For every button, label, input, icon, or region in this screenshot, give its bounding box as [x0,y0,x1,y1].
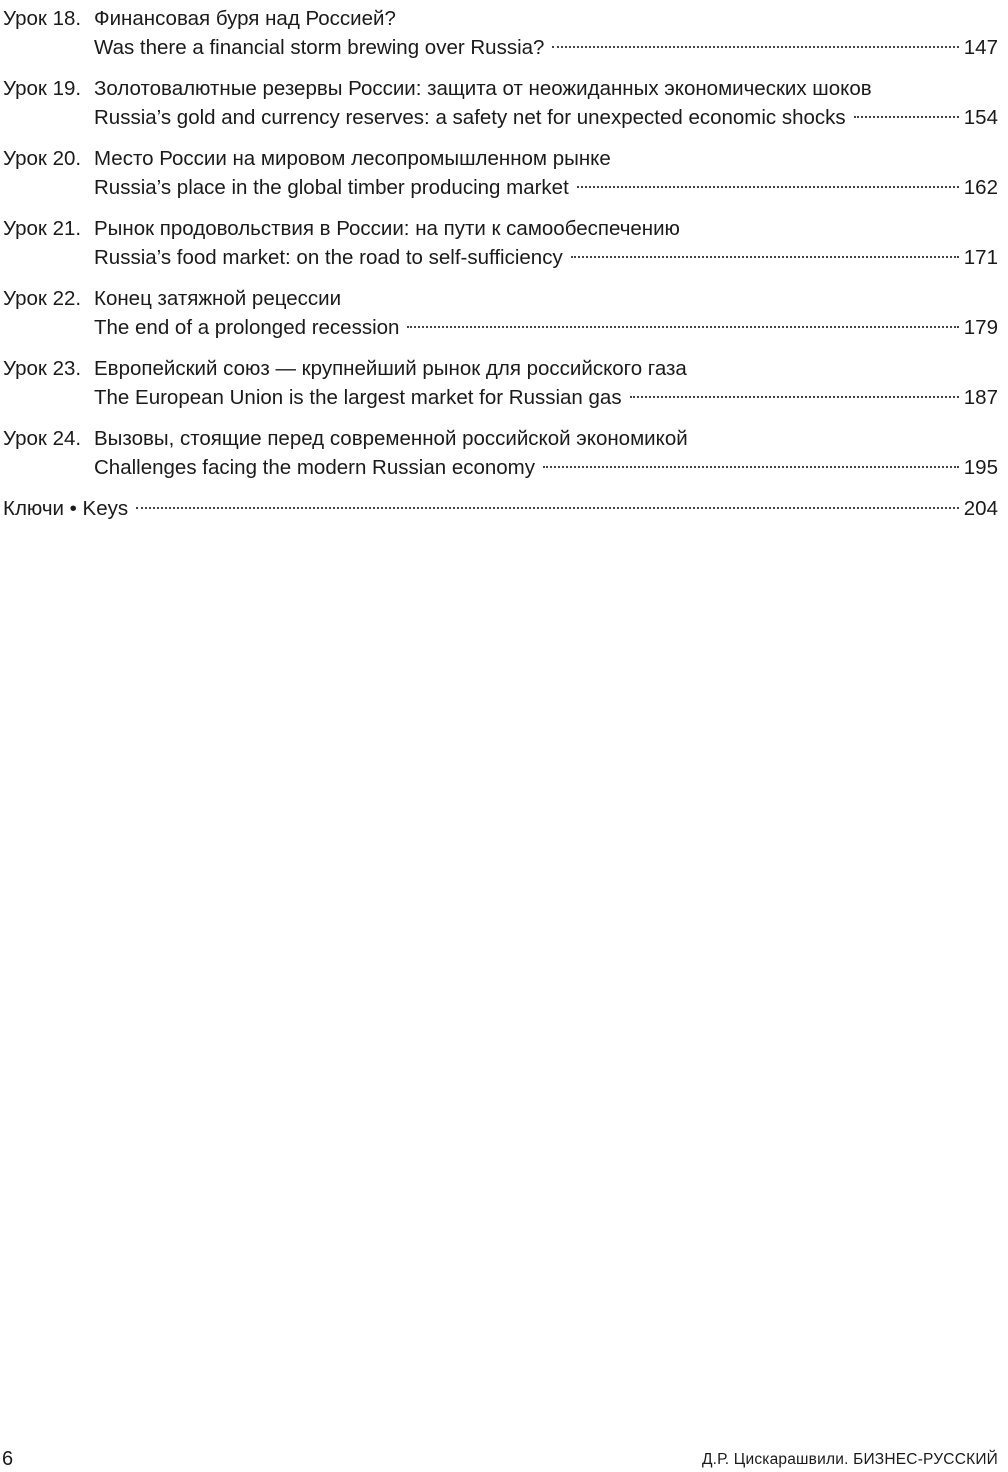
footer-page-number: 6 [2,1448,14,1470]
dot-leader [407,326,958,328]
lesson-body [94,74,998,132]
table-of-contents [3,4,998,523]
lesson-title-en: Russia’s place in the global timber producing market [94,176,569,199]
lesson-title-ru: Европейский союз — крупнейший рынок для российского газа [94,357,687,380]
dot-leader [552,46,958,48]
lesson-title-en-line [94,383,998,412]
lesson-body [94,214,998,272]
page-number: 171 [963,246,998,269]
lesson-title-ru: Золотовалютные резервы России: защита от неожиданных экономических шоков [94,77,872,100]
lesson-title-en: Challenges facing the modern Russian economy [94,456,536,479]
toc-entry-lesson-21[interactable] [3,214,998,272]
keys-title: Ключи • Keys [3,497,129,520]
lesson-title-en-line [94,243,998,272]
lesson-body [94,424,998,482]
dot-leader [571,256,959,258]
lesson-title-en-line [94,33,998,62]
lesson-body [94,4,998,62]
page-number: 147 [963,36,998,59]
toc-entry-keys[interactable] [3,494,998,523]
lesson-number: Урок 23. [3,357,82,380]
lesson-number: Урок 19. [3,77,82,100]
lesson-title-en-line [94,103,998,132]
page-number: 204 [963,497,998,520]
lesson-title-en: Was there a financial storm brewing over Russia? [94,36,545,59]
lesson-title-en: The European Union is the largest market for Russian gas [94,386,622,409]
lesson-body [94,144,998,202]
page-number: 195 [963,456,998,479]
dot-leader [136,507,959,509]
lesson-body [94,354,998,412]
lesson-title-en-line [94,453,998,482]
lesson-number: Урок 22. [3,287,82,310]
lesson-number: Урок 18. [3,7,82,30]
dot-leader [577,186,959,188]
lesson-body [94,284,998,342]
lesson-number: Урок 20. [3,147,82,170]
lesson-title-en: The end of a prolonged recession [94,316,400,339]
toc-entry-lesson-20[interactable] [3,144,998,202]
lesson-title-ru: Финансовая буря над Россией? [94,7,396,30]
page-number: 154 [963,106,998,129]
lesson-title-ru: Конец затяжной рецессии [94,287,342,310]
toc-entry-lesson-22[interactable] [3,284,998,342]
page-number: 162 [963,176,998,199]
footer-book-title: Д.Р. Цискарашвили. БИЗНЕС-РУССКИЙ [701,1451,998,1468]
lesson-title-en-line [94,173,998,202]
dot-leader [543,466,959,468]
page-number: 187 [963,386,998,409]
dot-leader [630,396,959,398]
lesson-title-ru: Рынок продовольствия в России: на пути к самообеспечению [94,217,680,240]
dot-leader [854,116,959,118]
lesson-title-en: Russia’s gold and currency reserves: a safety net for unexpected economic shocks [94,106,846,129]
toc-entry-lesson-23[interactable] [3,354,998,412]
page-number: 179 [963,316,998,339]
lesson-title-ru: Место России на мировом лесопромышленном рынке [94,147,611,170]
toc-entry-lesson-19[interactable] [3,74,998,132]
toc-entry-lesson-24[interactable] [3,424,998,482]
toc-entry-lesson-18[interactable] [3,4,998,62]
lesson-title-en-line [94,313,998,342]
lesson-title-en: Russia’s food market: on the road to self-sufficiency [94,246,563,269]
lesson-title-ru: Вызовы, стоящие перед современной российской экономикой [94,427,688,450]
lesson-number: Урок 24. [3,427,82,450]
lesson-number: Урок 21. [3,217,82,240]
